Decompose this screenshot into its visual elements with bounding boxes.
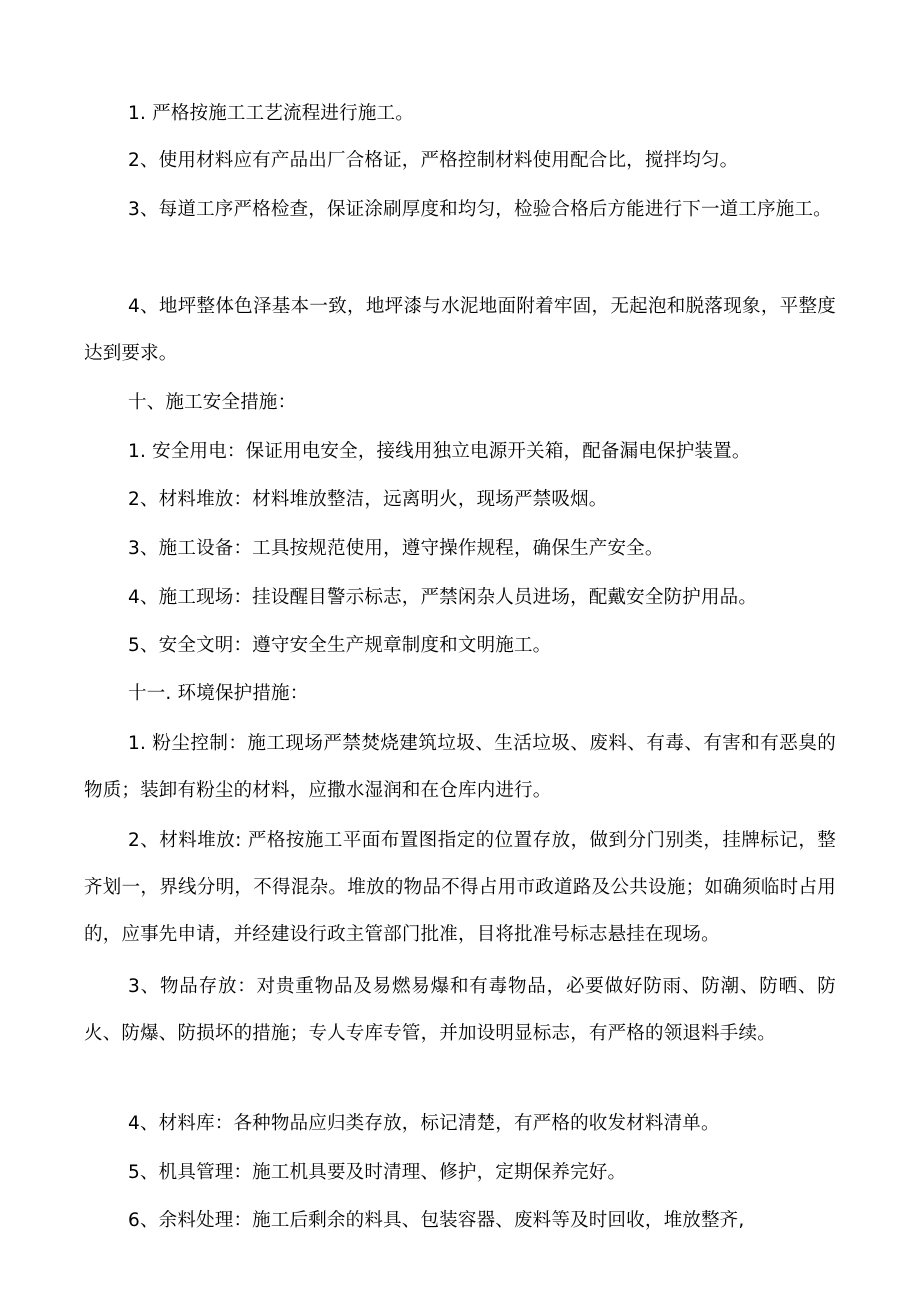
section-heading-environment: 十一. 环境保护措施： xyxy=(128,683,309,704)
paragraph-quality-3: 3、每道工序严格检查，保证涂刷厚度和均匀，检验合格后方能进行下一道工序施工。 xyxy=(128,199,832,220)
paragraph-safety-1: 1. 安全用电：保证用电安全，接线用独立电源开关箱，配备漏电保护装置。 xyxy=(128,441,751,462)
paragraph-environment-4: 4、材料库：各种物品应归类存放，标记清楚，有严格的收发材料清单。 xyxy=(128,1113,720,1134)
paragraph-environment-5: 5、机具管理：施工机具要及时清理、修护，定期保养完好。 xyxy=(128,1162,627,1183)
section-heading-safety: 十、施工安全措施： xyxy=(128,392,297,413)
paragraph-safety-4: 4、施工现场：挂设醒目警示标志，严禁闲杂人员进场，配戴安全防护用品。 xyxy=(128,587,758,608)
paragraph-quality-1: 1. 严格按施工工艺流程进行施工。 xyxy=(128,103,414,124)
paragraph-environment-2: 2、材料堆放: 严格按施工平面布置图指定的位置存放，做到分门别类，挂牌标记，整齐划一，界线分明，不得混杂。堆放的物品不得占用市政道路及公共设施；如确须临时占用的，应事先申请，并经建设行政主管部门批准，目将批准号标志悬挂在现场。 xyxy=(84,830,836,945)
paragraph-quality-2: 2、使用材料应有产品出厂合格证，严格控制材料使用配合比，搅拌均匀。 xyxy=(128,150,739,171)
paragraph-safety-3: 3、施工设备：工具按规范使用，遵守操作规程，确保生产安全。 xyxy=(128,538,664,559)
paragraph-safety-5: 5、安全文明：遵守安全生产规章制度和文明施工。 xyxy=(128,635,552,656)
paragraph-environment-1: 1. 粉尘控制：施工现场严禁焚烧建筑垃圾、生活垃圾、废料、有毒、有害和有恶臭的物质；装卸有粉尘的材料，应撒水湿润和在仓库内进行。 xyxy=(84,733,836,801)
paragraph-environment-6: 6、余料处理：施工后剩余的料具、包装容器、废料等及时回收，堆放整齐, xyxy=(128,1210,745,1231)
paragraph-quality-4: 4、地坪整体色泽基本一致，地坪漆与水泥地面附着牢固，无起泡和脱落现象，平整度达到要求。 xyxy=(84,296,836,364)
paragraph-environment-3: 3、物品存放：对贵重物品及易燃易爆和有毒物品，必要做好防雨、防潮、防晒、防火、防爆、防损坏的措施；专人专库专管，并加设明显标志，有严格的领退料手续。 xyxy=(84,976,836,1044)
paragraph-safety-2: 2、材料堆放：材料堆放整洁，远离明火，现场严禁吸烟。 xyxy=(128,489,608,510)
